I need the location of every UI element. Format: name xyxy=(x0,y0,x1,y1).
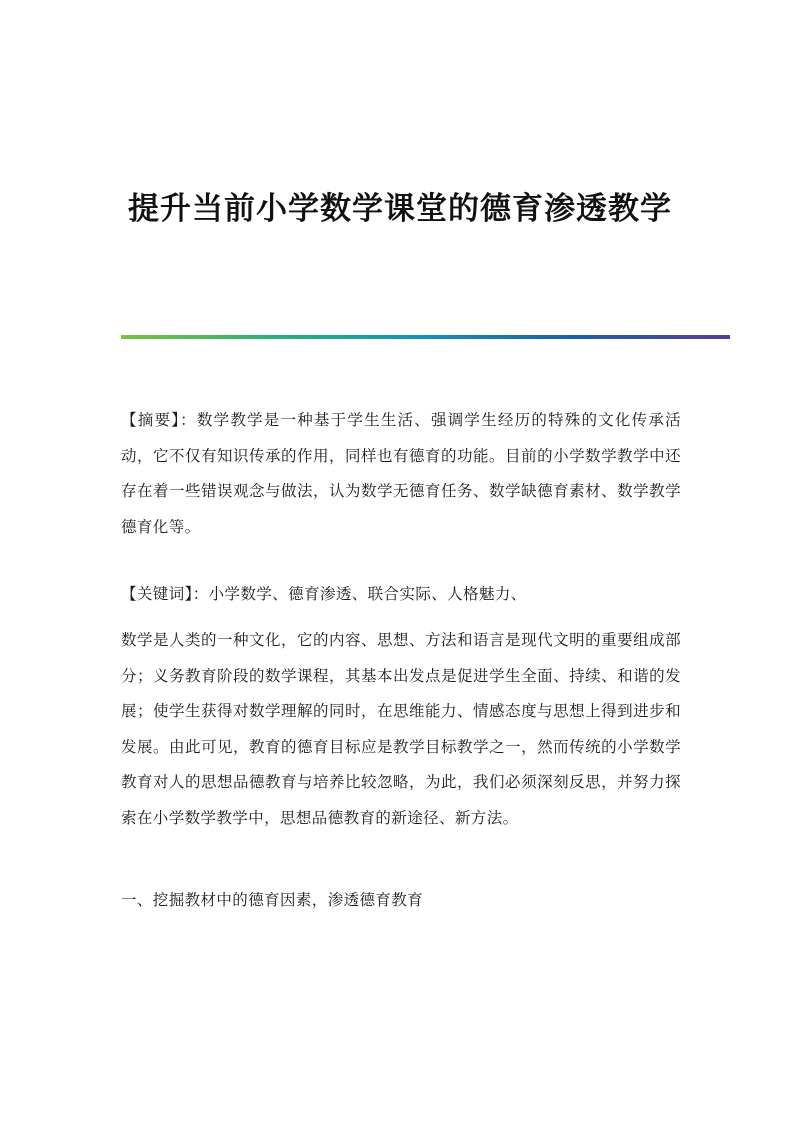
section-heading: 一、挖掘教材中的德育因素，渗透德育教育 xyxy=(121,891,424,909)
abstract-paragraph xyxy=(121,403,681,545)
document-title: 提升当前小学数学课堂的德育渗透教学 xyxy=(128,191,672,227)
body-paragraph: 数学是人类的一种文化，它的内容、思想、方法和语言是现代文明的重要组成部分；义务教育阶段的数学课程，其基本出发点是促进学生全面、持续、和谐的发展；使学生获得对数学理解的同时，在思维能力、情感态度与思想上得到进步和发展。由此可见，教育的德育目标应是教学目标教学之一，然而传统的小学数学教育对人的思想品德教育与培养比较忽略，为此，我们必须深刻反思，并努力探索在小学数学教学中，思想品德教育的新途径、新方法。 xyxy=(121,631,681,827)
keywords-paragraph xyxy=(121,577,681,613)
title-divider xyxy=(121,335,730,339)
keywords-label: 【关键词】： xyxy=(121,585,209,603)
abstract-label: 【摘要】： xyxy=(121,411,197,429)
abstract-text: 数学教学是一种基于学生生活、强调学生经历的特殊的文化传承活动，它不仅有知识传承的作用，同样也有德育的功能。目前的小学数学教学中还存在着一些错误观念与做法，认为数学无德育任务、数学缺德育素材、数学教学德育化等。 xyxy=(121,411,681,536)
keywords-text: 小学数学、德育渗透、联合实际、人格魅力、 xyxy=(208,585,527,603)
